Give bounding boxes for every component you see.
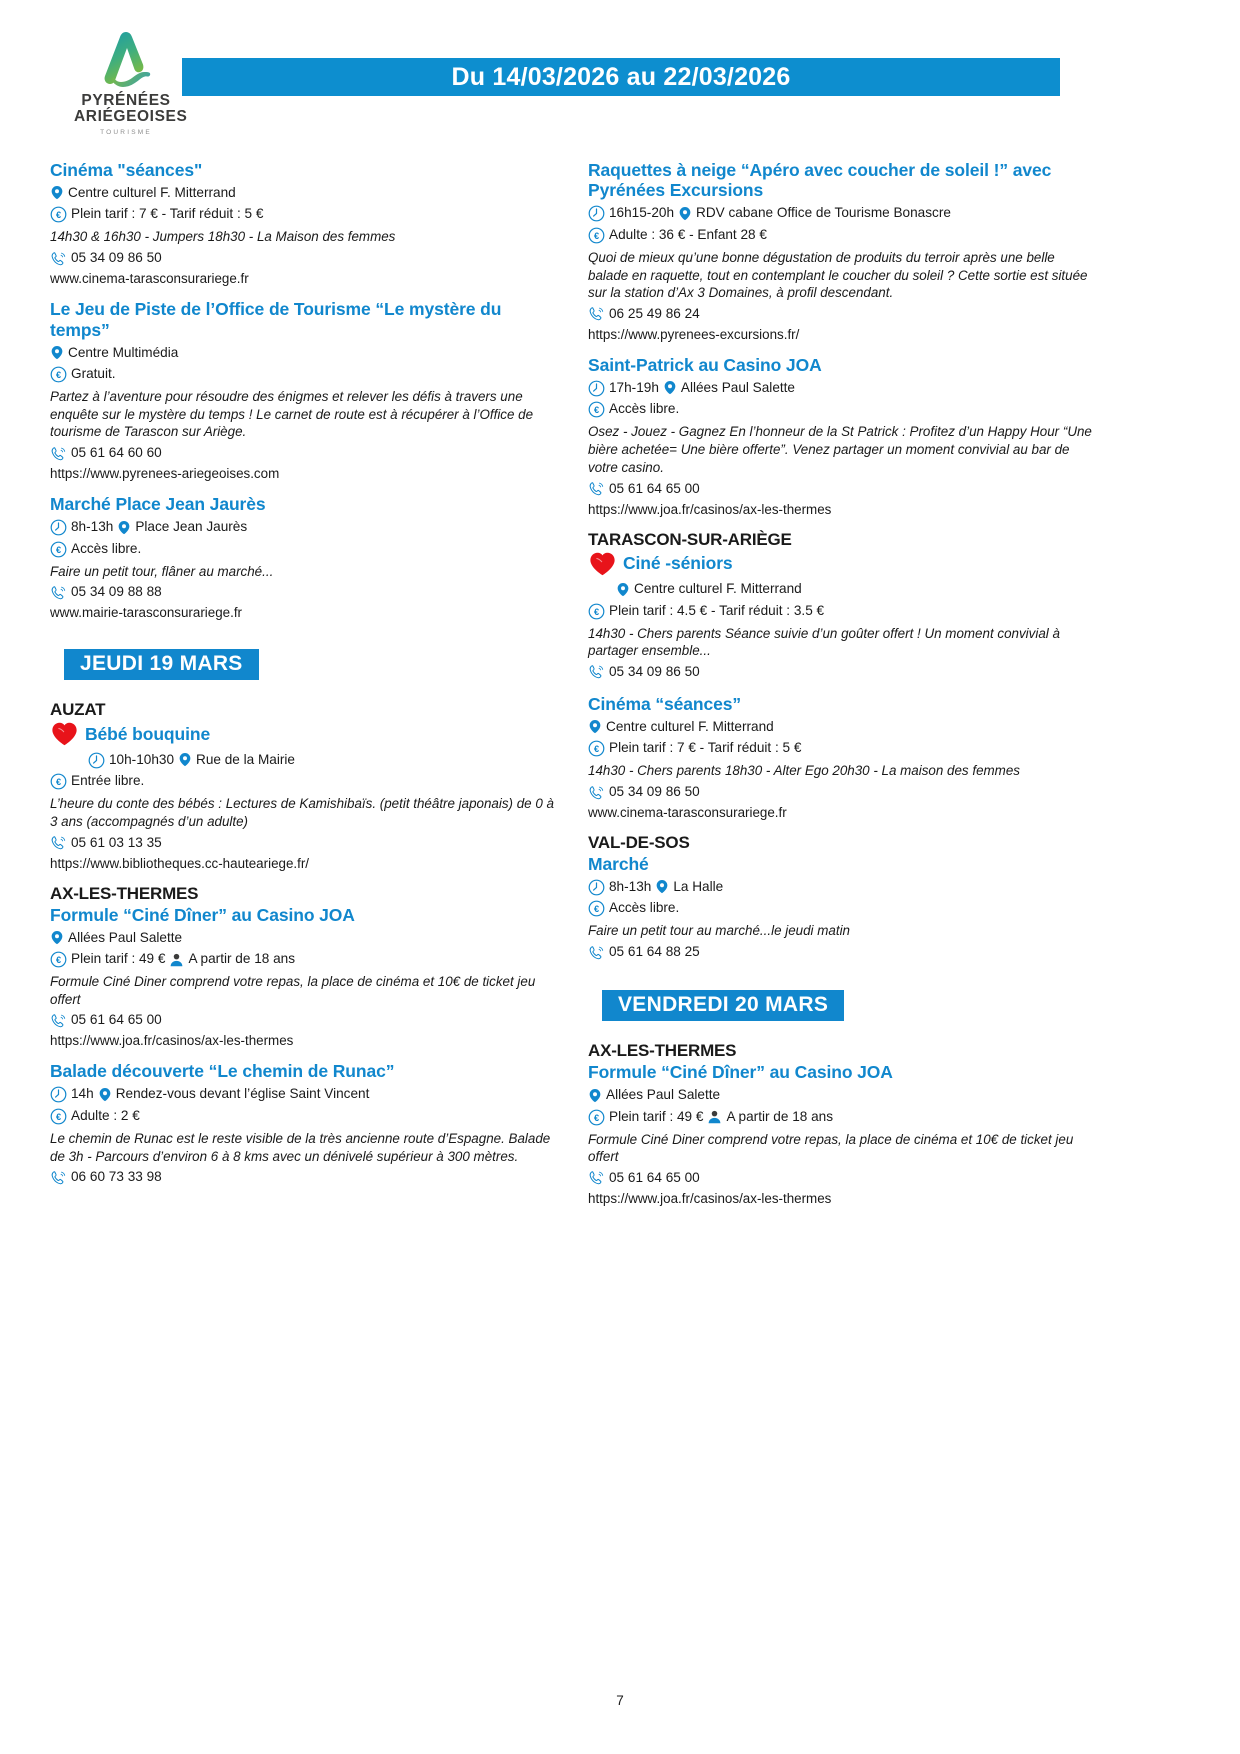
content-columns <box>0 160 1240 1219</box>
phone-icon <box>50 1170 67 1186</box>
left-column <box>50 160 560 1219</box>
location-pin-icon <box>117 519 131 537</box>
event-block <box>588 160 1098 342</box>
event-title-row <box>588 551 1098 577</box>
phone-icon <box>588 1170 605 1186</box>
event-phone-row[interactable] <box>588 944 1098 961</box>
event-price: Plein tarif : 49 € <box>71 951 166 967</box>
event-price-row <box>50 773 560 790</box>
clock-icon <box>88 752 105 769</box>
svg-text:€: € <box>55 954 62 965</box>
event-place-row <box>50 929 560 947</box>
event-price: Plein tarif : 7 € - Tarif réduit : 5 € <box>71 206 264 222</box>
event-time: 8h-13h <box>609 878 652 894</box>
event-price-row <box>588 900 1098 917</box>
location-pin-icon <box>678 205 692 223</box>
page-header <box>0 0 1240 136</box>
event-place: Rue de la Mairie <box>196 751 295 767</box>
event-title: Cinéma "séances" <box>50 160 203 180</box>
event-phone-row[interactable] <box>588 784 1098 801</box>
event-phone-row[interactable] <box>50 250 560 267</box>
euro-price-icon <box>588 227 605 244</box>
event-block <box>50 1061 560 1186</box>
phone-icon <box>588 945 605 961</box>
event-url[interactable]: https://www.joa.fr/casinos/ax-les-thermes <box>50 1033 294 1049</box>
right-column <box>588 160 1098 1219</box>
event-url[interactable]: https://www.joa.fr/casinos/ax-les-thermes <box>588 1190 832 1206</box>
svg-text:€: € <box>593 230 600 241</box>
person-age-icon <box>707 1109 722 1125</box>
euro-price-icon <box>50 206 67 223</box>
svg-text:€: € <box>593 405 600 416</box>
svg-text:€: € <box>593 904 600 915</box>
svg-text:€: € <box>593 606 600 617</box>
person-age-icon <box>169 952 184 968</box>
euro-price-icon <box>588 900 605 917</box>
event-time: 8h-13h <box>71 519 114 535</box>
event-block <box>588 355 1098 517</box>
event-age-restriction: A partir de 18 ans <box>726 1108 834 1124</box>
event-title: Saint-Patrick au Casino JOA <box>588 354 822 375</box>
euro-price-icon <box>50 541 67 558</box>
event-phone[interactable]: 05 61 64 65 00 <box>609 1169 700 1185</box>
event-price-row <box>588 401 1098 418</box>
event-description: 14h30 - Chers parents Séance suivie d’un goûter offert ! Un moment convivial à partager ensemble... <box>588 625 1060 659</box>
euro-price-icon <box>50 366 67 383</box>
town-heading: AUZAT <box>50 700 106 720</box>
event-title: Bébé bouquine <box>85 724 211 745</box>
clock-icon <box>588 879 605 896</box>
event-description: L’heure du conte des bébés : Lectures de Kamishibaïs. (petit théâtre japonais) de 0 à 3 ans (accompagnés d’un adulte) <box>50 796 554 829</box>
event-url[interactable]: https://www.bibliotheques.cc-hauteariege.fr/ <box>50 855 310 871</box>
location-pin-icon <box>98 1086 112 1104</box>
euro-price-icon <box>50 951 67 968</box>
event-description: Formule Ciné Diner comprend votre repas, la place de cinéma et 10€ de ticket jeu offert <box>588 1131 1074 1165</box>
event-price-row <box>50 951 560 968</box>
event-time: 14h <box>71 1086 94 1102</box>
location-pin-icon <box>663 379 677 397</box>
phone-icon <box>50 446 67 462</box>
day-banner: JEUDI 19 MARS <box>64 649 259 680</box>
day-banner: VENDREDI 20 MARS <box>602 990 844 1021</box>
logo-text-line-2: ARIÉGEOISES <box>74 108 188 126</box>
svg-text:€: € <box>593 744 600 755</box>
page-number: 7 <box>616 1693 624 1708</box>
event-block <box>50 721 560 870</box>
clock-icon <box>588 380 605 397</box>
event-place: Place Jean Jaurès <box>135 519 248 535</box>
event-time-place-row <box>50 1086 560 1104</box>
location-pin-icon <box>50 184 64 202</box>
phone-icon <box>588 785 605 801</box>
event-time: 16h15-20h <box>609 205 675 221</box>
euro-price-icon <box>50 773 67 790</box>
town-heading: TARASCON-SUR-ARIÈGE <box>588 529 792 549</box>
event-phone-row[interactable] <box>588 1170 1098 1187</box>
event-phone[interactable]: 05 34 09 86 50 <box>71 250 162 266</box>
event-phone-row[interactable] <box>50 835 560 852</box>
event-age-restriction: A partir de 18 ans <box>188 951 296 967</box>
event-block <box>50 905 560 1049</box>
event-phone-row[interactable] <box>50 1169 560 1186</box>
event-price-row <box>588 1109 1098 1126</box>
event-time-place-row <box>88 751 560 769</box>
svg-text:€: € <box>55 777 62 788</box>
event-block <box>588 1062 1098 1206</box>
event-url[interactable]: https://www.pyrenees-excursions.fr/ <box>588 326 800 342</box>
event-place: Rendez-vous devant l’église Saint Vincent <box>115 1086 370 1102</box>
event-block <box>588 694 1098 820</box>
event-place: Centre culturel F. Mitterrand <box>68 184 236 200</box>
svg-text:€: € <box>593 1112 600 1123</box>
phone-icon <box>588 306 605 322</box>
event-phone[interactable]: 05 61 64 65 00 <box>609 480 700 496</box>
event-place: La Halle <box>673 878 724 894</box>
date-range-banner: Du 14/03/2026 au 22/03/2026 <box>182 58 1060 96</box>
event-phone[interactable]: 05 61 64 88 25 <box>609 944 700 960</box>
event-time-place-row <box>588 205 1098 223</box>
event-phone[interactable]: 05 61 64 65 00 <box>71 1012 162 1028</box>
event-description: Faire un petit tour, flâner au marché... <box>50 563 274 579</box>
event-place: Allées Paul Salette <box>680 379 795 395</box>
event-url[interactable]: https://www.pyrenees-ariegeoises.com <box>50 466 280 482</box>
svg-text:€: € <box>55 369 62 380</box>
event-description: Faire un petit tour au marché...le jeudi matin <box>588 923 850 939</box>
event-price: Accès libre. <box>71 540 142 556</box>
event-phone[interactable]: 05 61 03 13 35 <box>71 834 162 850</box>
euro-price-icon <box>588 1109 605 1126</box>
location-pin-icon <box>50 929 64 947</box>
event-description: Quoi de mieux qu’une bonne dégustation de produits du terroir après une belle balade en raquette, tout en contemplant le coucher du soleil ? Cette sortie est située sur la station d’Ax 3 Domaines, à profil descendant. <box>588 249 1088 301</box>
event-url[interactable]: www.cinema-tarasconsurariege.fr <box>50 271 249 287</box>
clock-icon <box>50 519 67 536</box>
event-place-row <box>588 1087 1098 1105</box>
logo-text-line-3: TOURISME <box>100 128 152 136</box>
event-price: Plein tarif : 4.5 € - Tarif réduit : 3.5 € <box>609 602 825 618</box>
svg-text:€: € <box>55 1111 62 1122</box>
logo-text-line-1: PYRÉNÉES <box>81 92 171 109</box>
event-phone-row[interactable] <box>50 584 560 601</box>
event-place-row <box>50 184 560 202</box>
event-place-row <box>50 344 560 362</box>
event-url[interactable]: https://www.joa.fr/casinos/ax-les-thermes <box>588 501 832 517</box>
event-phone-row[interactable] <box>50 1012 560 1029</box>
euro-price-icon <box>588 603 605 620</box>
event-place: Centre culturel F. Mitterrand <box>634 581 802 596</box>
event-place-row <box>616 581 1098 599</box>
event-price-row <box>588 227 1098 244</box>
event-time-place-row <box>50 519 560 537</box>
event-title: Formule “Ciné Dîner” au Casino JOA <box>588 1062 893 1083</box>
euro-price-icon <box>50 1108 67 1125</box>
event-title: Formule “Ciné Dîner” au Casino JOA <box>50 904 355 925</box>
event-price: Adulte : 2 € <box>71 1107 140 1123</box>
phone-icon <box>588 664 605 680</box>
location-pin-icon <box>616 581 630 599</box>
event-description: Osez - Jouez - Gagnez En l’honneur de la St Patrick : Profitez d’un Happy Hour “Une bière achetée= Une bière offerte”. Venez partager un moment convivial au bar de votre casino. <box>588 424 1092 475</box>
event-place: Centre Multimédia <box>68 344 179 360</box>
event-title-row <box>50 721 560 747</box>
event-block <box>50 160 560 286</box>
event-phone-row[interactable] <box>588 664 1098 681</box>
svg-text:€: € <box>55 210 62 221</box>
event-block <box>588 854 1098 961</box>
event-place-row <box>588 718 1098 736</box>
event-description: 14h30 - Chers parents 18h30 - Alter Ego 20h30 - La maison des femmes <box>588 763 1020 779</box>
event-url[interactable]: www.cinema-tarasconsurariege.fr <box>588 805 787 820</box>
event-price-row <box>50 366 560 383</box>
pyrenees-ariegeoises-logo-icon <box>74 28 178 90</box>
phone-icon <box>588 481 605 497</box>
clock-icon <box>50 1086 67 1103</box>
heart-icon <box>50 721 79 747</box>
event-time-place-row <box>588 379 1098 397</box>
location-pin-icon <box>50 344 64 362</box>
brand-logo <box>74 28 188 136</box>
event-block <box>50 494 560 620</box>
event-phone[interactable]: 05 34 09 88 88 <box>71 584 162 600</box>
event-title: Marché Place Jean Jaurès <box>50 494 266 515</box>
event-place: Allées Paul Salette <box>68 929 183 945</box>
event-block <box>50 299 560 481</box>
event-time: 10h-10h30 <box>109 751 175 767</box>
event-phone-row[interactable] <box>50 445 560 462</box>
event-price-row <box>588 603 1098 620</box>
event-time-place-row <box>588 878 1098 896</box>
event-title: Le Jeu de Piste de l’Office de Tourisme “Le mystère du temps” <box>50 299 502 340</box>
event-description: Formule Ciné Diner comprend votre repas, la place de cinéma et 10€ de ticket jeu offert <box>50 974 536 1007</box>
event-place: RDV cabane Office de Tourisme Bonascre <box>696 205 951 221</box>
event-title: Ciné -séniors <box>623 553 733 574</box>
event-time: 17h-19h <box>609 379 659 395</box>
event-price: Plein tarif : 49 € <box>609 1108 704 1124</box>
location-pin-icon <box>588 1087 602 1105</box>
event-price: Adulte : 36 € - Enfant 28 € <box>609 226 767 242</box>
location-pin-icon <box>655 878 669 896</box>
event-price: Accès libre. <box>609 401 680 417</box>
event-price: Entrée libre. <box>71 773 145 789</box>
phone-icon <box>50 835 67 851</box>
event-title: Raquettes à neige “Apéro avec coucher de soleil !” avec Pyrénées Excursions <box>588 160 1052 201</box>
event-price-row <box>50 206 560 223</box>
event-description: Le chemin de Runac est le reste visible de la très ancienne route d’Espagne. Balade de 3h - Parcours d’environ 6 à 8 kms avec un dénivelé supérieur à 300 mètres. <box>50 1130 551 1164</box>
event-phone-row[interactable] <box>588 306 1098 323</box>
event-phone[interactable]: 06 25 49 86 24 <box>609 306 700 321</box>
event-place: Allées Paul Salette <box>606 1087 721 1103</box>
event-phone[interactable]: 06 60 73 33 98 <box>71 1169 162 1185</box>
event-price-row <box>50 1108 560 1125</box>
town-heading: AX-LES-THERMES <box>50 883 199 903</box>
event-description: 14h30 & 16h30 - Jumpers 18h30 - La Maison des femmes <box>50 229 396 245</box>
event-phone[interactable]: 05 34 09 86 50 <box>609 663 700 679</box>
town-heading: AX-LES-THERMES <box>588 1041 737 1061</box>
event-price: Gratuit. <box>71 366 116 382</box>
event-title: Marché <box>588 854 649 874</box>
clock-icon <box>588 205 605 222</box>
event-block <box>588 551 1098 681</box>
heart-icon <box>588 551 617 577</box>
phone-icon <box>50 251 67 267</box>
event-phone[interactable]: 05 34 09 86 50 <box>609 784 700 800</box>
event-phone-row[interactable] <box>588 481 1098 498</box>
euro-price-icon <box>588 401 605 418</box>
event-price: Plein tarif : 7 € - Tarif réduit : 5 € <box>609 740 802 756</box>
svg-text:€: € <box>55 544 62 555</box>
event-title: Balade découverte “Le chemin de Runac” <box>50 1061 395 1082</box>
event-price: Accès libre. <box>609 900 680 916</box>
event-url[interactable]: www.mairie-tarasconsurariege.fr <box>50 605 242 621</box>
event-title: Cinéma “séances” <box>588 693 742 714</box>
location-pin-icon <box>588 718 602 736</box>
phone-icon <box>50 1013 67 1029</box>
event-price-row <box>50 541 560 558</box>
event-description: Partez à l’aventure pour résoudre des énigmes et relever les défis à travers une enquête sur le mystère du temps ! Le carnet de route est à récupérer à l’Office de tourisme de Tarascon sur Ariège. <box>50 389 534 440</box>
location-pin-icon <box>178 751 192 769</box>
phone-icon <box>50 585 67 601</box>
event-price-row <box>588 740 1098 757</box>
euro-price-icon <box>588 740 605 757</box>
event-phone[interactable]: 05 61 64 60 60 <box>71 445 162 461</box>
event-place: Centre culturel F. Mitterrand <box>606 718 774 734</box>
town-heading: VAL-DE-SOS <box>588 833 690 852</box>
